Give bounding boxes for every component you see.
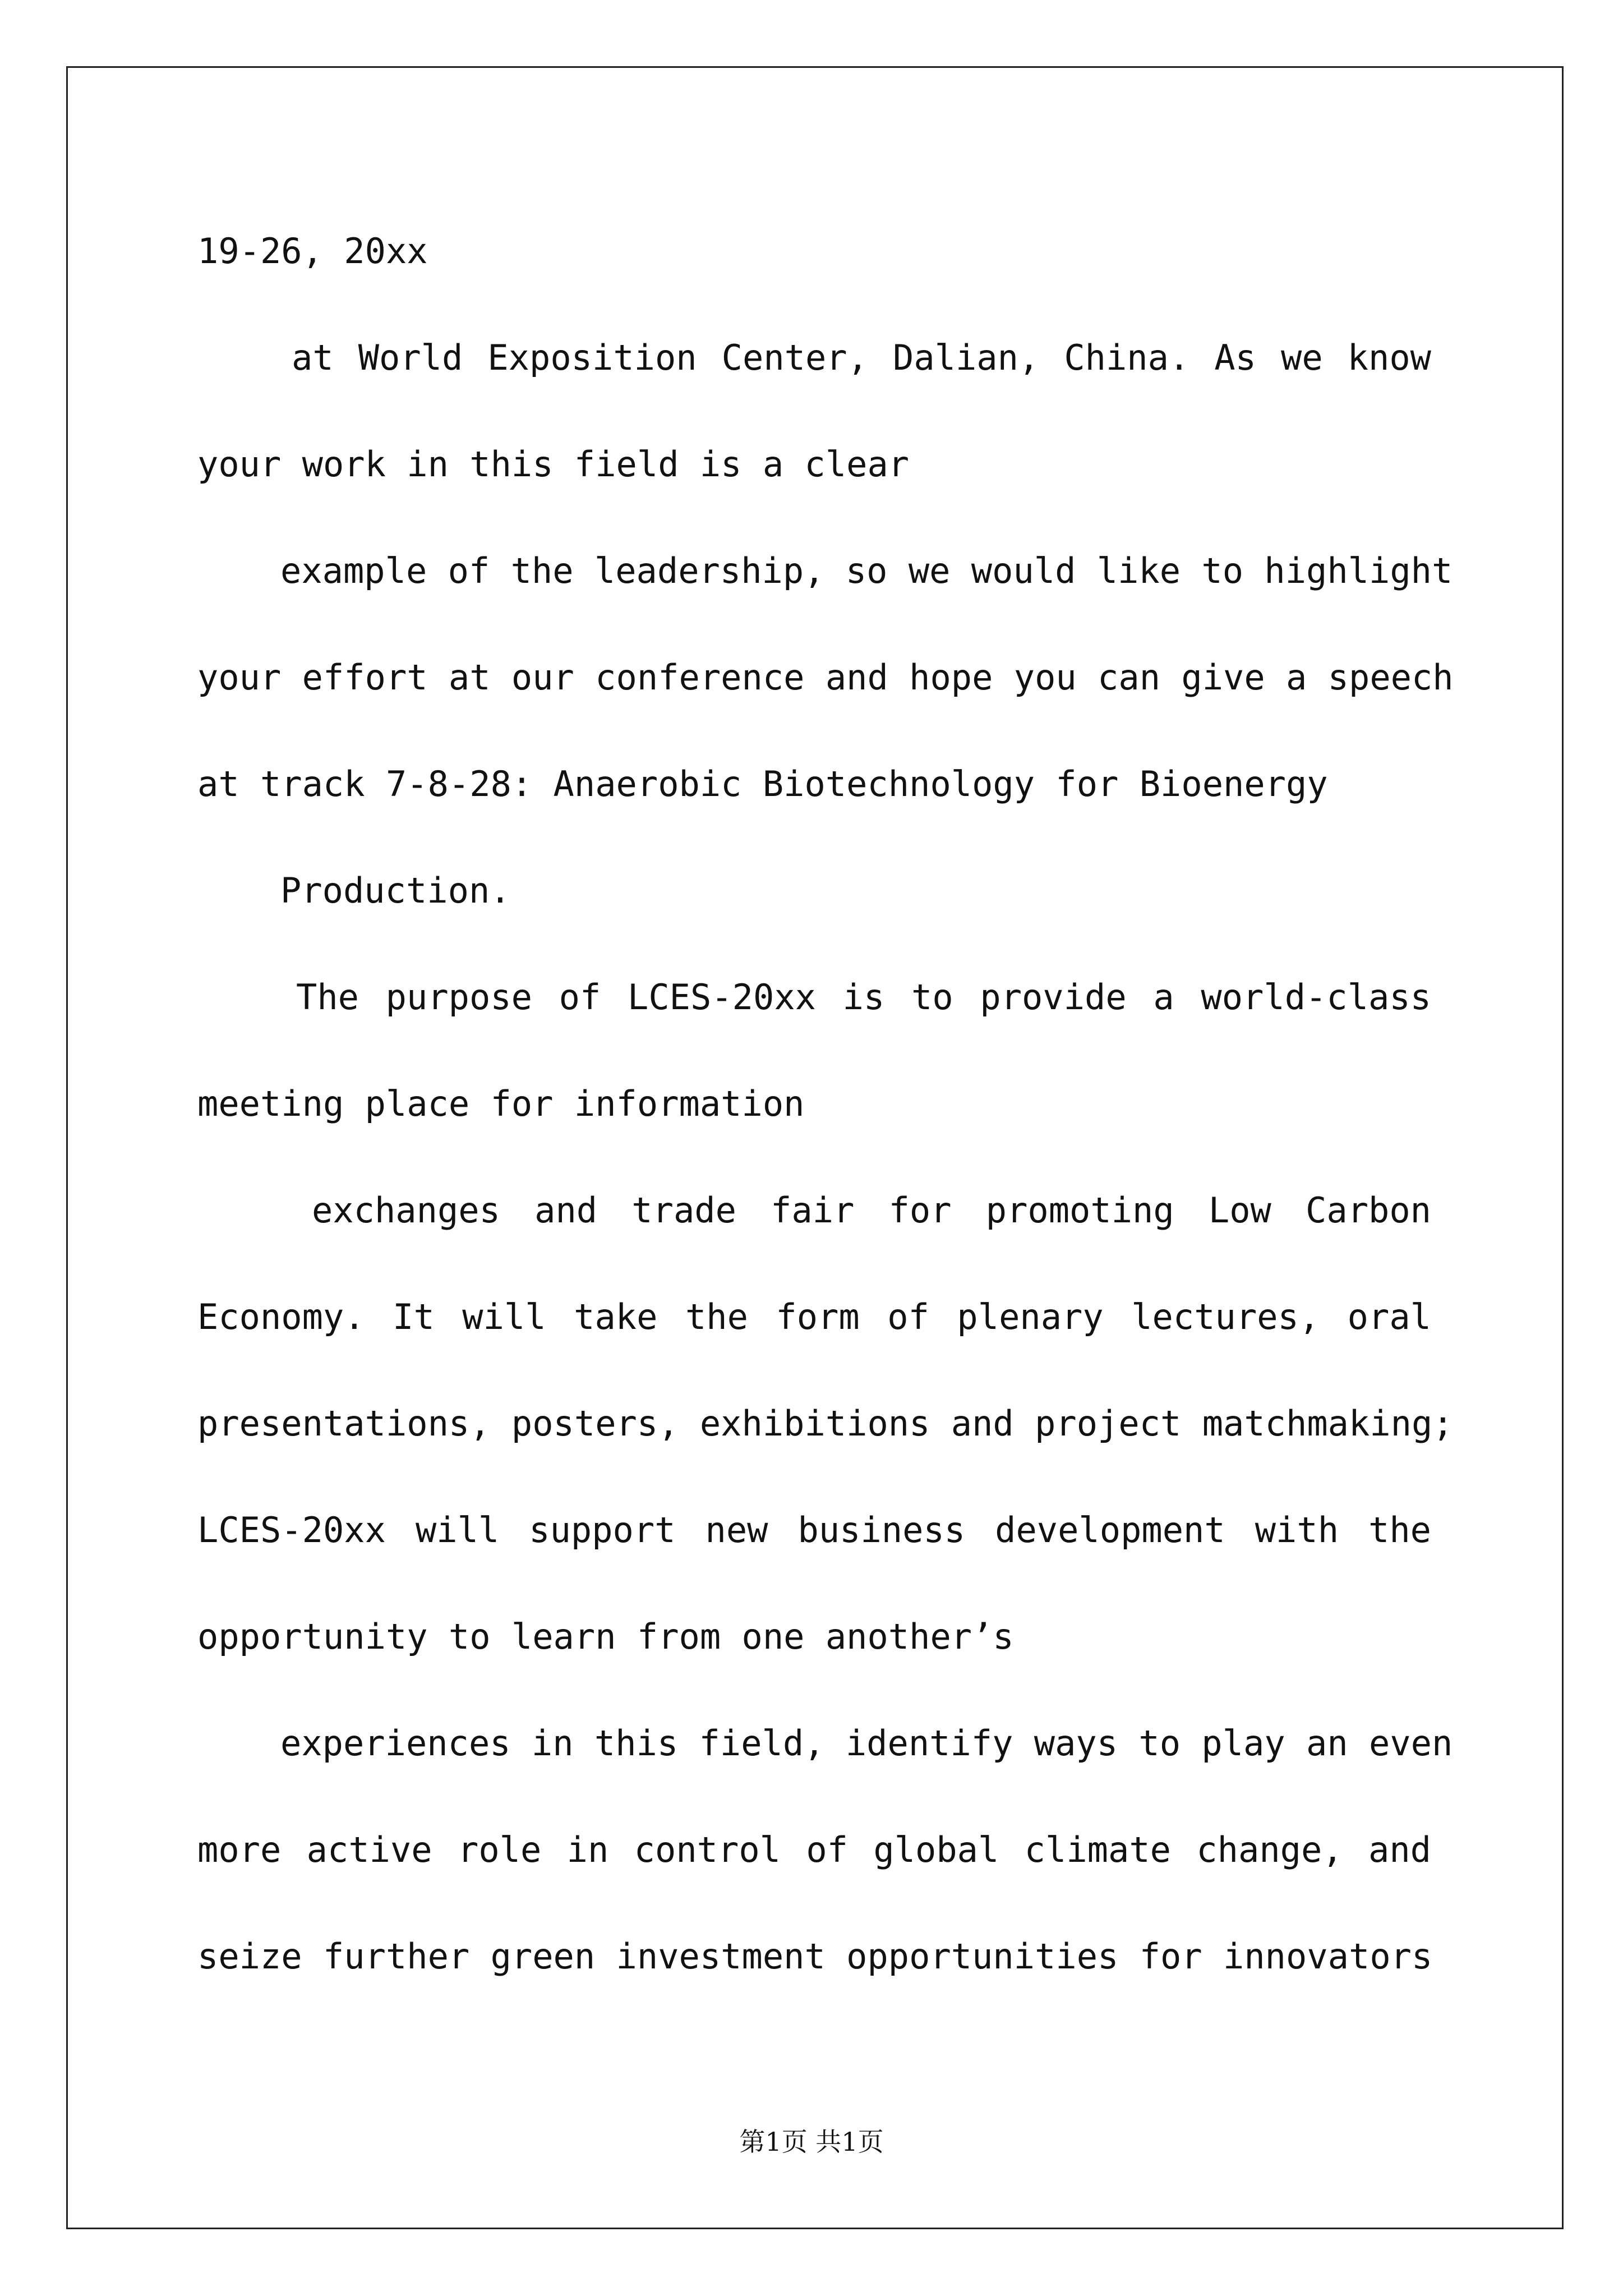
page-border: [66, 66, 1564, 2229]
text-line: presentations, posters, exhibitions and project matchmaking;: [197, 1403, 1454, 1444]
text-line: Production.: [280, 870, 511, 911]
text-line: your effort at our conference and hope you can give a speech: [197, 657, 1454, 698]
text-line: experiences in this field, identify ways to play an even: [280, 1723, 1453, 1764]
text-line: exchanges and trade fair for promoting Low Carbon: [312, 1190, 1431, 1231]
text-line: seize further green investment opportunities for innovators: [197, 1936, 1433, 1977]
text-line: 19-26, 20xx: [197, 231, 428, 272]
text-line: at World Exposition Center, Dalian, China. As we know: [292, 337, 1431, 378]
text-line: meeting place for information: [197, 1083, 805, 1124]
text-line: example of the leadership, so we would like to highlight: [280, 550, 1453, 591]
text-line: your work in this field is a clear: [197, 444, 910, 485]
text-line: more active role in control of global climate change, and: [197, 1829, 1431, 1870]
text-line: at track 7-8-28: Anaerobic Biotechnology for Bioenergy: [197, 763, 1328, 804]
text-line: The purpose of LCES-20xx is to provide a world-class: [296, 977, 1431, 1018]
page-footer: 第1页 共1页: [739, 2127, 884, 2157]
text-line: opportunity to learn from one another’s: [197, 1616, 1014, 1657]
text-line: Economy. It will take the form of plenary lectures, oral: [197, 1296, 1431, 1337]
text-line: LCES-20xx will support new business development with the: [197, 1510, 1431, 1550]
